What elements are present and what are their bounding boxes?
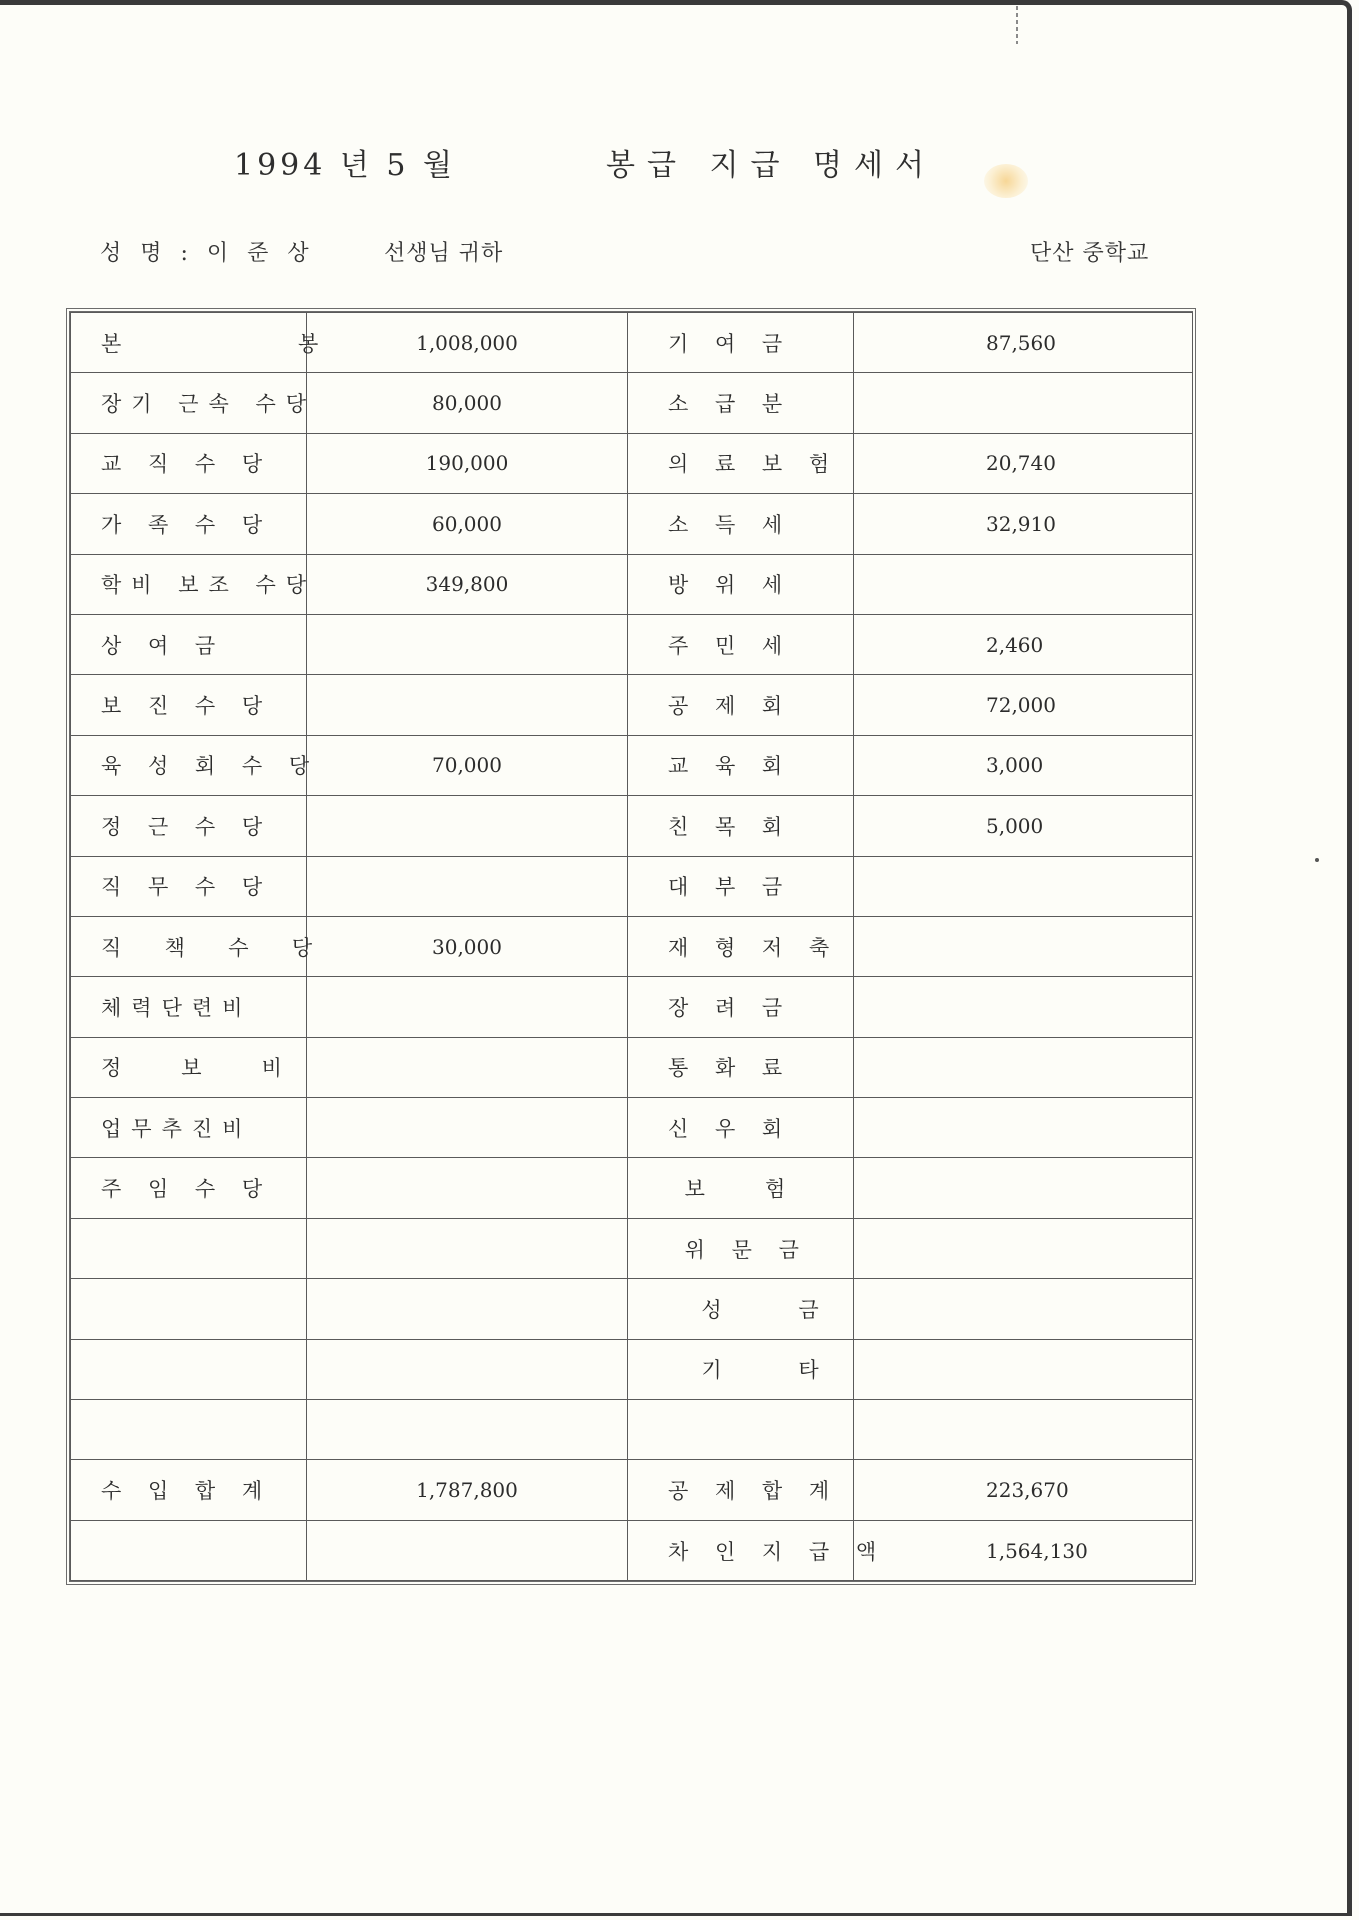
income-amount	[307, 1279, 628, 1339]
table-row	[71, 1520, 1193, 1580]
deduction-item-label: 대 부 금	[628, 856, 854, 916]
deduction-item-label: 통 화 료	[628, 1037, 854, 1097]
deduction-amount: 2,460	[854, 614, 1193, 674]
deduction-amount: 72,000	[854, 675, 1193, 735]
income-amount	[307, 1339, 628, 1399]
income-amount: 60,000	[307, 494, 628, 554]
income-item-label: 상 여 금	[71, 614, 307, 674]
table-row	[71, 1218, 1193, 1278]
deduction-item-label: 공 제 합 계	[628, 1460, 854, 1520]
deduction-amount	[854, 1279, 1193, 1339]
deduction-amount	[854, 1098, 1193, 1158]
deduction-item-label: 위 문 금	[628, 1218, 854, 1278]
income-item-label: 직 책 수 당	[71, 916, 307, 976]
table-row	[71, 675, 1193, 735]
deduction-amount: 87,560	[854, 313, 1193, 373]
deduction-item-label: 장 려 금	[628, 977, 854, 1037]
table-row	[71, 433, 1193, 493]
income-item-label	[71, 1279, 307, 1339]
income-amount	[307, 675, 628, 735]
paper-stain	[984, 164, 1028, 198]
table-row	[71, 1037, 1193, 1097]
table-row	[71, 494, 1193, 554]
deduction-item-label	[628, 1400, 854, 1460]
income-amount	[307, 1218, 628, 1278]
deduction-amount	[854, 977, 1193, 1037]
income-amount: 1,008,000	[307, 313, 628, 373]
payslip-rows	[71, 313, 1193, 1581]
payslip-table	[66, 308, 1196, 1585]
deduction-amount: 20,740	[854, 433, 1193, 493]
table-row	[71, 554, 1193, 614]
table-row	[71, 1460, 1193, 1520]
deduction-item-label: 주 민 세	[628, 614, 854, 674]
income-item-label: 장기 근속 수당	[71, 373, 307, 433]
income-amount	[307, 614, 628, 674]
income-amount: 190,000	[307, 433, 628, 493]
deduction-amount: 32,910	[854, 494, 1193, 554]
income-amount	[307, 977, 628, 1037]
income-item-label: 가 족 수 당	[71, 494, 307, 554]
income-amount	[307, 1158, 628, 1218]
income-item-label	[71, 1520, 307, 1580]
deduction-item-label: 방 위 세	[628, 554, 854, 614]
deduction-amount: 1,564,130	[854, 1520, 1193, 1580]
income-amount	[307, 1400, 628, 1460]
table-row	[71, 856, 1193, 916]
deduction-item-label: 보 험	[628, 1158, 854, 1218]
income-item-label: 직 무 수 당	[71, 856, 307, 916]
recipient-honorific: 선생님 귀하	[384, 241, 504, 266]
deduction-item-label: 공 제 회	[628, 675, 854, 735]
title-text: 봉급 지급 명세서	[606, 148, 936, 183]
table-row	[71, 977, 1193, 1037]
income-item-label	[71, 1339, 307, 1399]
income-item-label: 정 보 비	[71, 1037, 307, 1097]
deduction-amount	[854, 1037, 1193, 1097]
deduction-item-label: 소 득 세	[628, 494, 854, 554]
deduction-item-label: 성 금	[628, 1279, 854, 1339]
deduction-item-label: 친 목 회	[628, 796, 854, 856]
income-amount	[307, 1037, 628, 1097]
income-item-label: 학비 보조 수당	[71, 554, 307, 614]
income-item-label: 주 임 수 당	[71, 1158, 307, 1218]
deduction-amount	[854, 1158, 1193, 1218]
deduction-amount	[854, 1218, 1193, 1278]
deduction-item-label: 기 여 금	[628, 313, 854, 373]
deduction-amount	[854, 1339, 1193, 1399]
income-item-label: 보 진 수 당	[71, 675, 307, 735]
deduction-amount	[854, 373, 1193, 433]
income-item-label: 육 성 회 수 당	[71, 735, 307, 795]
table-row	[71, 796, 1193, 856]
deduction-item-label: 차 인 지 급 액	[628, 1520, 854, 1580]
deduction-amount: 3,000	[854, 735, 1193, 795]
table-row	[71, 1098, 1193, 1158]
income-item-label	[71, 1400, 307, 1460]
table-row	[71, 1339, 1193, 1399]
deduction-amount	[854, 554, 1193, 614]
table-row	[71, 735, 1193, 795]
income-item-label: 본 봉	[71, 313, 307, 373]
income-item-label: 수 입 합 계	[71, 1460, 307, 1520]
income-amount	[307, 856, 628, 916]
deduction-amount	[854, 1400, 1193, 1460]
deduction-amount: 5,000	[854, 796, 1193, 856]
deduction-item-label: 의 료 보 험	[628, 433, 854, 493]
table-row	[71, 373, 1193, 433]
deduction-item-label: 교 육 회	[628, 735, 854, 795]
table-row	[71, 1400, 1193, 1460]
income-amount	[307, 1098, 628, 1158]
table-row	[71, 1158, 1193, 1218]
deduction-amount: 223,670	[854, 1460, 1193, 1520]
scan-speck	[1315, 858, 1319, 862]
title-date: 1994 년 5 월	[234, 148, 457, 183]
fold-mark	[1016, 6, 1018, 44]
income-item-label: 체력단련비	[71, 977, 307, 1037]
income-item-label: 교 직 수 당	[71, 433, 307, 493]
income-item-label	[71, 1218, 307, 1278]
table-row	[71, 1279, 1193, 1339]
income-amount	[307, 796, 628, 856]
deduction-item-label: 신 우 회	[628, 1098, 854, 1158]
recipient-name: 성 명 : 이 준 상	[100, 241, 315, 266]
income-item-label: 정 근 수 당	[71, 796, 307, 856]
deduction-item-label: 소 급 분	[628, 373, 854, 433]
income-amount: 30,000	[307, 916, 628, 976]
income-amount: 80,000	[307, 373, 628, 433]
deduction-amount	[854, 856, 1193, 916]
table-row	[71, 313, 1193, 373]
school-name: 단산 중학교	[1030, 241, 1150, 266]
deduction-item-label: 기 타	[628, 1339, 854, 1399]
income-amount: 1,787,800	[307, 1460, 628, 1520]
table-row	[71, 916, 1193, 976]
income-amount	[307, 1520, 628, 1580]
income-item-label: 업무추진비	[71, 1098, 307, 1158]
income-amount: 70,000	[307, 735, 628, 795]
deduction-amount	[854, 916, 1193, 976]
deduction-item-label: 재 형 저 축	[628, 916, 854, 976]
table-row	[71, 614, 1193, 674]
income-amount: 349,800	[307, 554, 628, 614]
